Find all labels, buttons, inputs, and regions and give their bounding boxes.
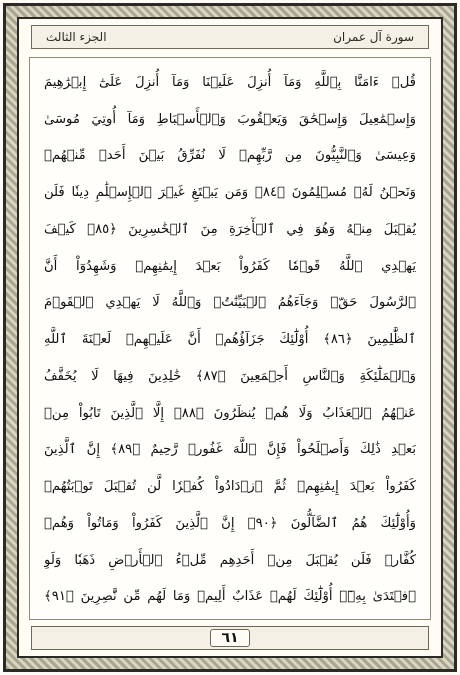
text-line: يَهۡدِي ٱللَّهُ قَوۡمٗا كَفَرُواْ بَعۡدَ إِيمَٰنِهِمۡ وَشَهِدُوٓاْ أَنَّ [44,258,416,274]
juz-label: الجزء الثالث [46,30,107,44]
page-footer [31,626,429,650]
text-line: وَٱلۡمَلَٰٓئِكَةِ وَٱلنَّاسِ أَجۡمَعِينَ ﴿٨٧﴾ خَٰلِدِينَ فِيهَا لَا يُخَفَّفُ [44,368,416,384]
text-line: ٱلرَّسُولَ حَقّٞ وَجَآءَهُمُ ٱلۡبَيِّنَٰتُۚ وَٱللَّهُ لَا يَهۡدِي ٱلۡقَوۡمَ [44,295,416,311]
text-line: كَفَرُواْ بَعۡدَ إِيمَٰنِهِمۡ ثُمَّ ٱزۡدَادُواْ كُفۡرٗا لَّن تُقۡبَلَ تَوۡبَتُهُمۡ [44,479,416,495]
text-line: وَأُوْلَٰٓئِكَ هُمُ ٱلضَّآلُّونَ ﴿٩٠﴾ إِنَّ ٱلَّذِينَ كَفَرُواْ وَمَاتُواْ وَهُمۡ [44,515,416,531]
text-line: بَعۡدِ ذَٰلِكَ وَأَصۡلَحُواْ فَإِنَّ ٱللَّهَ غَفُورٞ رَّحِيمٌ ﴿٨٩﴾ إِنَّ ٱلَّذِينَ [44,442,416,458]
text-line: ٱلظَّٰلِمِينَ ﴿٨٦﴾ أُوْلَٰٓئِكَ جَزَآؤُهُمۡ أَنَّ عَلَيۡهِمۡ لَعۡنَةَ ٱللَّهِ [44,332,416,348]
page-number: ٦١ [210,629,249,647]
text-line: يُقۡبَلَ مِنۡهُ وَهُوَ فِي ٱلۡأٓخِرَةِ مِنَ ٱلۡخَٰسِرِينَ ﴿٨٥﴾ كَيۡفَ [44,221,416,237]
text-line: عَنۡهُمُ ٱلۡعَذَابُ وَلَا هُمۡ يُنظَرُونَ ﴿٨٨﴾ إِلَّا ٱلَّذِينَ تَابُواْ مِنۢ [44,405,416,421]
text-line: كُفَّارٞ فَلَن يُقۡبَلَ مِنۡ أَحَدِهِم مِّلۡءُ ٱلۡأَرۡضِ ذَهَبٗا وَلَوِ [44,552,416,568]
ornamental-frame [3,3,457,672]
text-line: وَإِسۡمَٰعِيلَ وَإِسۡحَٰقَ وَيَعۡقُوبَ وَٱلۡأَسۡبَاطِ وَمَآ أُوتِيَ مُوسَىٰ [44,111,416,127]
text-line: قُلۡ ءَامَنَّا بِٱللَّهِ وَمَآ أُنزِلَ عَلَيۡنَا وَمَآ أُنزِلَ عَلَىٰٓ إِبۡرَٰهِيمَ [44,75,416,90]
surah-label: سورة آل عمران [333,30,414,44]
page-header [31,25,429,49]
text-line: ٱفۡتَدَىٰ بِهِۦٓۗ أُوْلَٰٓئِكَ لَهُمۡ عَذَابٌ أَلِيمٞ وَمَا لَهُم مِّن نَّٰصِرِينَ ﴿٩١﴾ [44,589,416,605]
quran-text-block [29,57,431,620]
text-line: وَنَحۡنُ لَهُۥ مُسۡلِمُونَ ﴿٨٤﴾ وَمَن يَبۡتَغِ غَيۡرَ ٱلۡإِسۡلَٰمِ دِينٗا فَلَن [44,185,416,201]
page-content [17,17,443,658]
text-line: وَعِيسَىٰ وَٱلنَّبِيُّونَ مِن رَّبِّهِمۡ لَا نُفَرِّقُ بَيۡنَ أَحَدٖ مِّنۡهُمۡ [44,148,416,164]
